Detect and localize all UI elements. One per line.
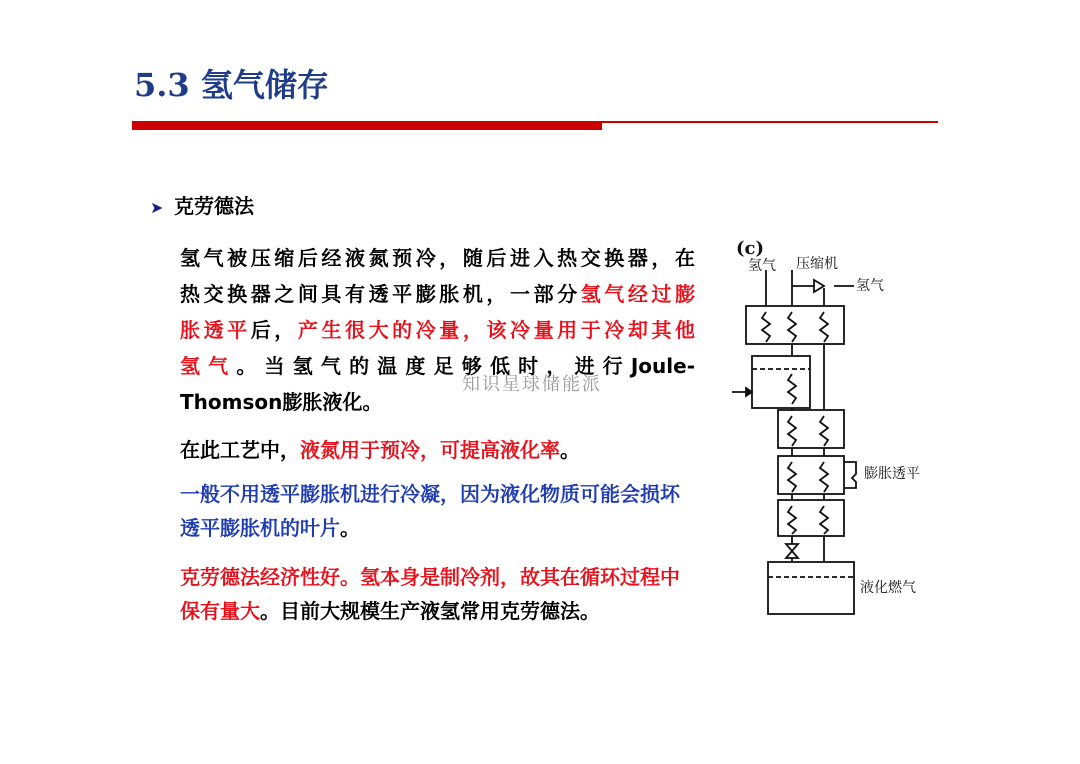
p1-line2-text: 热交换器之间具有透平膨胀机，一部分 (180, 282, 581, 306)
title-underline-thick (132, 121, 602, 130)
heat-exchanger-4 (778, 500, 844, 536)
p1-line1: 氢气被压缩后经液氮预冷，随后进入热交换器，在 (180, 246, 695, 270)
expansion-turbine-exchanger (778, 456, 844, 494)
p1-line2-highlight: 氢气经过膨 (580, 282, 696, 306)
arrow-bullet-icon: ➤ (150, 198, 164, 217)
p1-line3 (180, 312, 695, 348)
p1-line3-highlight-a: 胀透平 (180, 318, 251, 342)
p3-text-b: 。 (340, 516, 360, 540)
title-underline-thin (602, 121, 938, 123)
bullet-heading (150, 190, 254, 219)
p4-text-b: 。目前大规模生产液氢常用克劳德法。 (260, 599, 600, 623)
diagram-label-liquid: 液化燃气 (860, 580, 916, 596)
p1-line5: Thomson膨胀液化。 (180, 390, 383, 414)
p1-line3-highlight-b: 产生很大的冷量，该冷量用于冷却其他 (297, 318, 696, 342)
p1-line4-highlight: 氢气 (180, 354, 237, 378)
liquid-storage-tank (768, 562, 854, 614)
diagram-label-expansion: 膨胀透平 (864, 466, 920, 482)
p1-line2 (180, 276, 695, 312)
p3-highlight: 一般不用透平膨胀机进行冷凝，因为液化物质可能会损坏透平膨胀机的叶片 (180, 482, 680, 540)
diagram-label-c: (c) (736, 238, 764, 259)
p2-text-a: 在此工艺中， (180, 438, 300, 462)
diagram-label-h2-left: 氢气 (748, 258, 776, 274)
p2-highlight: 液氮用于预冷，可提高液化率 (300, 438, 560, 462)
diagram-label-compressor: 压缩机 (796, 256, 838, 272)
watermark: 知识星球储能派 (462, 374, 602, 395)
p1-line3-text: 后， (250, 318, 298, 342)
paragraph-economy (180, 560, 695, 628)
paragraph-precooling (180, 432, 695, 468)
p2-text-c: 。 (560, 438, 580, 462)
p1-line4 (180, 348, 695, 384)
paragraph-turbine-note (180, 477, 695, 545)
claude-process-diagram (724, 228, 954, 628)
page-title: 5.3 氢气储存 (134, 66, 329, 104)
bullet-label: 克劳德法 (174, 194, 254, 218)
paragraph-process (180, 240, 695, 420)
p4-highlight: 克劳德法经济性好。氢本身是制冷剂，故其在循环过程中保有量大 (180, 565, 680, 623)
heat-exchanger-2 (778, 410, 844, 448)
diagram-label-h2-right: 氢气 (856, 278, 884, 294)
p1-line4-text: 。当氢气的温度足够低时，进行Joule- (236, 354, 696, 378)
nitrogen-precooler (752, 356, 810, 408)
